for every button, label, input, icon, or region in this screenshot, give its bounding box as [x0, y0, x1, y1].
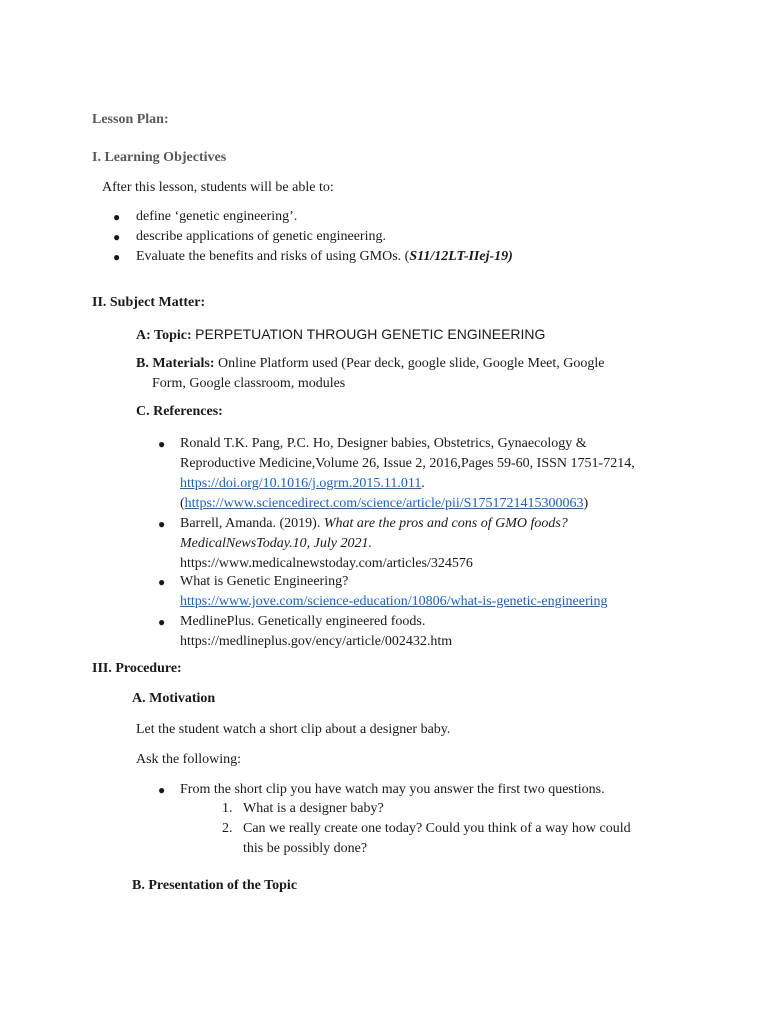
question-text: What is a designer baby? — [243, 801, 384, 816]
reference-2-title: What are the pros and cons of GMO foods? — [323, 516, 568, 531]
reference-3-title: What is Genetic Engineering? — [180, 574, 349, 589]
bullet-icon: ● — [158, 575, 166, 589]
reference-1-doi-line — [180, 474, 425, 494]
objective-item — [136, 247, 513, 267]
reference-1-line: Reproductive Medicine,Volume 26, Issue 2, 2016,Pages 59-60, ISSN 1751-7214, — [180, 456, 635, 471]
procedure-heading: III. Procedure: — [92, 661, 182, 676]
topic-line — [136, 324, 545, 346]
competency-code: S11/12LT-IIej-19) — [409, 249, 513, 264]
bullet-icon: ● — [158, 517, 166, 531]
bullet-icon: ● — [158, 783, 166, 797]
objective-item: define ‘genetic engineering’. — [136, 209, 298, 224]
paren-close: ) — [583, 496, 589, 511]
question-text: Can we really create one today? Could you think of a way how could — [243, 821, 631, 836]
bullet-icon: ● — [158, 437, 166, 451]
paren-open: ( — [180, 496, 185, 511]
doi-period: . — [421, 476, 425, 491]
reference-4-title: MedlinePlus. Genetically engineered foods. — [180, 614, 426, 629]
ask-text: Ask the following: — [136, 752, 241, 767]
bullet-icon: ● — [113, 250, 121, 264]
materials-label: B. Materials: — [136, 356, 215, 371]
materials-value: Online Platform used (Pear deck, google slide, Google Meet, Google — [218, 356, 605, 371]
topic-label: A: Topic: — [136, 328, 192, 343]
objectives-intro: After this lesson, students will be able to: — [102, 180, 334, 195]
materials-continued: Form, Google classroom, modules — [152, 376, 346, 391]
subject-matter-heading: II. Subject Matter: — [92, 295, 206, 310]
motivation-heading: A. Motivation — [132, 691, 216, 706]
question-number: 2. — [222, 821, 233, 836]
motivation-text: Let the student watch a short clip about a designer baby. — [136, 722, 451, 737]
jove-link[interactable]: https://www.jove.com/science-education/10806/what-is-genetic-engineering — [180, 594, 608, 609]
reference-1-url-line — [180, 494, 588, 514]
objective-item-text: Evaluate the benefits and risks of using GMOs. ( — [136, 249, 410, 264]
bullet-icon: ● — [113, 210, 121, 224]
objective-item: describe applications of genetic engineering. — [136, 229, 386, 244]
topic-value: PERPETUATION THROUGH GENETIC ENGINEERING — [195, 326, 546, 342]
lesson-plan-title: Lesson Plan: — [92, 112, 169, 127]
learning-objectives-heading: I. Learning Objectives — [92, 150, 227, 165]
bullet-icon: ● — [113, 230, 121, 244]
reference-2-author: Barrell, Amanda. (2019). — [180, 516, 324, 531]
presentation-heading: B. Presentation of the Topic — [132, 878, 298, 893]
reference-4-url: https://medlineplus.gov/ency/article/002432.htm — [180, 634, 453, 649]
question-number: 1. — [222, 801, 233, 816]
reference-2-url: https://www.medicalnewstoday.com/articles/324576 — [180, 556, 473, 571]
reference-2-source: MedicalNewsToday.10, July 2021. — [180, 536, 372, 551]
reference-2-line — [180, 514, 568, 534]
question-text-continued: this be possibly done? — [243, 841, 368, 856]
materials-line — [136, 354, 605, 374]
bullet-icon: ● — [158, 615, 166, 629]
references-heading: C. References: — [136, 404, 223, 419]
sciencedirect-link[interactable]: https://www.sciencedirect.com/science/article/pii/S1751721415300063 — [184, 496, 584, 511]
doi-link[interactable]: https://doi.org/10.1016/j.ogrm.2015.11.011 — [180, 476, 422, 491]
clip-instruction: From the short clip you have watch may you answer the first two questions. — [180, 782, 605, 797]
reference-1-line: Ronald T.K. Pang, P.C. Ho, Designer babies, Obstetrics, Gynaecology & — [180, 436, 587, 451]
